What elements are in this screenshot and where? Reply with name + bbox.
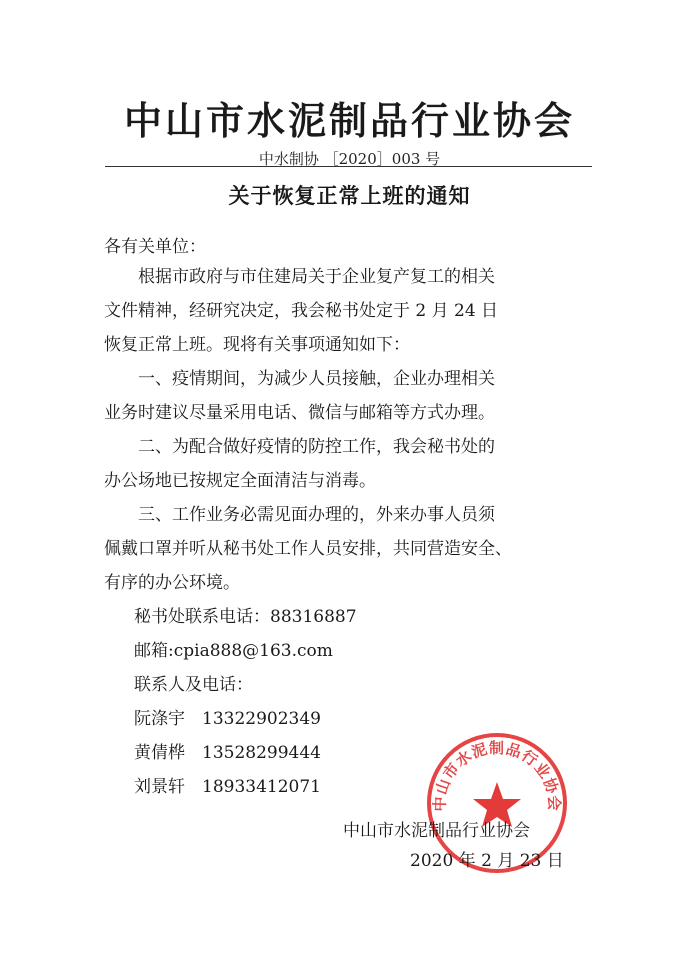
contact-email: 邮箱:cpia888@163.com: [134, 641, 333, 661]
body-line: 二、为配合做好疫情的防控工作，我会秘书处的: [104, 437, 495, 457]
body-line: 有序的办公环境。: [104, 573, 240, 593]
contact-phone: 秘书处联系电话：88316887: [134, 607, 357, 627]
salutation: 各有关单位：: [104, 237, 206, 257]
notice-title: 关于恢复正常上班的通知: [228, 183, 471, 208]
signature-org: 中山市水泥制品行业协会: [343, 821, 530, 841]
org-title: 中山市水泥制品行业协会: [123, 99, 575, 143]
body-line: 三、工作业务必需见面办理的，外来办事人员须: [104, 505, 495, 525]
body-line: 文件精神，经研究决定，我会秘书处定于 2 月 24 日: [104, 301, 499, 321]
body-line: 一、疫情期间，为减少人员接触，企业办理相关: [104, 369, 495, 389]
contact-person: 阮涤宇 13322902349: [134, 709, 321, 729]
signature-date: 2020 年 2 月 23 日: [410, 851, 564, 871]
doc-number: 中水制协 ［2020］003 号: [258, 150, 441, 168]
body-line: 佩戴口罩并听从秘书处工作人员安排，共同营造安全、: [104, 539, 512, 559]
body-line: 业务时建议尽量采用电话、微信与邮箱等方式办理。: [104, 403, 495, 423]
seal-text: 中山市水泥制品行业协会: [430, 739, 564, 812]
body-line: 根据市政府与市住建局关于企业复产复工的相关: [104, 267, 495, 287]
contact-people-label: 联系人及电话：: [134, 675, 253, 695]
contact-person: 黄倩桦 13528299444: [134, 743, 321, 763]
body-line: 恢复正常上班。现将有关事项通知如下：: [104, 335, 410, 355]
contact-person: 刘景轩 18933412071: [134, 777, 321, 797]
body-line: 办公场地已按规定全面清洁与消毒。: [104, 471, 376, 491]
header-divider: [105, 166, 592, 167]
